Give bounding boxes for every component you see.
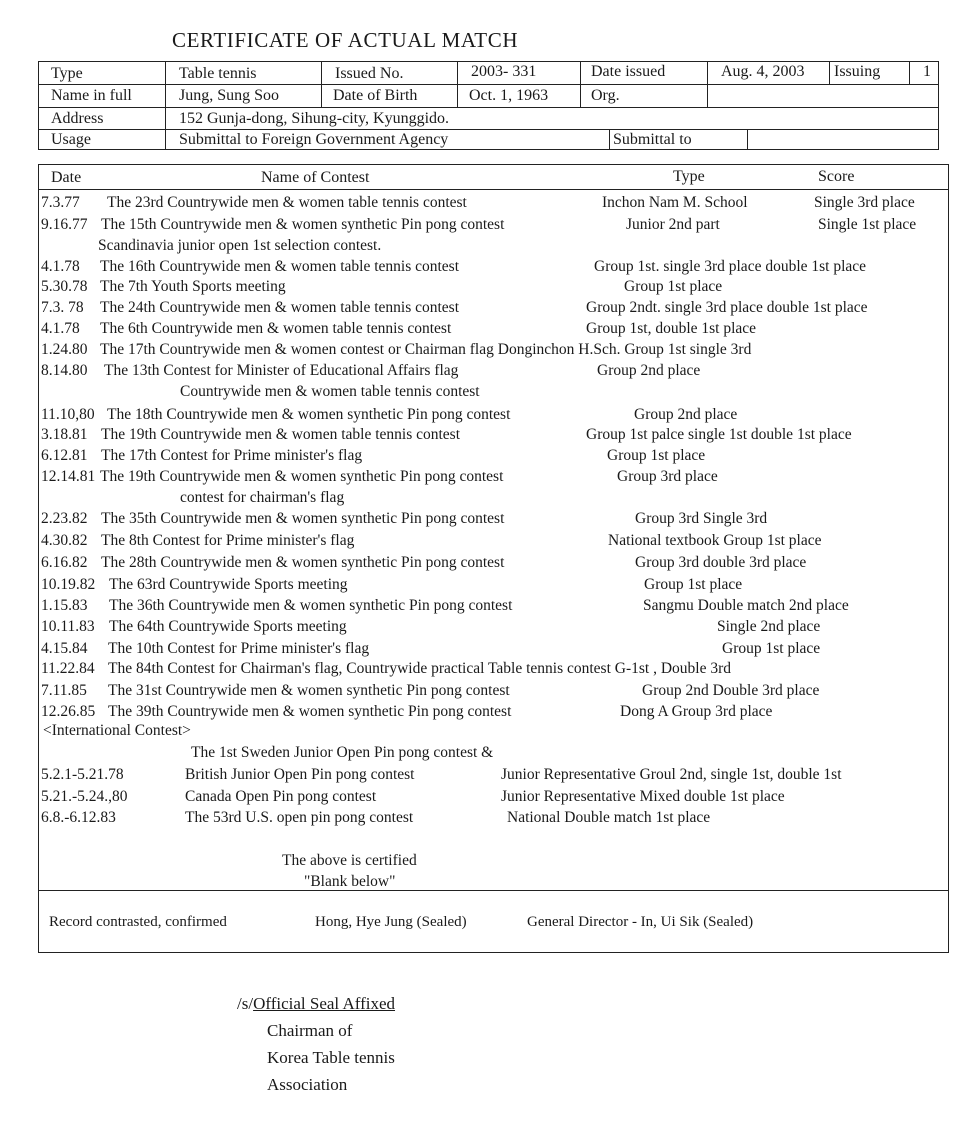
- row-date: 3.18.81: [41, 426, 88, 443]
- seal-prefix: /s/: [237, 994, 254, 1013]
- row-contest: The 7th Youth Sports meeting: [100, 278, 286, 295]
- row-contest: The 24th Countrywide men & women table tennis contest: [100, 299, 460, 316]
- row-date: 6.12.81: [41, 447, 88, 464]
- row-type: Group 1st place: [722, 640, 821, 657]
- signatory-hong: Hong, Hye Jung (Sealed): [315, 914, 467, 930]
- row-contest: The 23rd Countrywide men & women table tennis contest: [107, 194, 467, 211]
- dob-value: Oct. 1, 1963: [469, 87, 549, 104]
- row-contest: The 8th Contest for Prime minister's flag: [101, 532, 355, 549]
- intl-contest: Canada Open Pin pong contest: [185, 788, 377, 805]
- row-contest: The 18th Countrywide men & women synthetic Pin pong contest: [107, 406, 511, 423]
- row-type: Group 3rd place: [617, 468, 718, 485]
- issued-no-value: 2003- 331: [471, 63, 537, 80]
- row-type: Junior 2nd part: [626, 216, 720, 233]
- row-contest: The 36th Countrywide men & women synthetic Pin pong contest: [109, 597, 513, 614]
- intl-date: 5.21.-5.24.,80: [41, 788, 128, 805]
- name-value: Jung, Sung Soo: [179, 87, 280, 104]
- intl-contest: The 53rd U.S. open pin pong contest: [185, 809, 414, 826]
- type-label: Type: [51, 65, 83, 82]
- column-contest: Name of Contest: [261, 169, 370, 186]
- row-type: Inchon Nam M. School: [602, 194, 748, 211]
- row-contest: The 84th Contest for Chairman's flag, Countrywide practical Table tennis contest G-1st , Double 3rd: [108, 660, 732, 677]
- type-value: Table tennis: [179, 65, 257, 82]
- row-type: Group 2nd place: [597, 362, 701, 379]
- issuing-label: Issuing: [834, 63, 881, 80]
- row-type: Group 2nd Double 3rd place: [642, 682, 820, 699]
- submittal-to-label: Submittal to: [613, 131, 692, 148]
- header-table: [38, 61, 939, 150]
- issued-no-label: Issued No.: [335, 65, 404, 82]
- row-type: Group 2ndt. single 3rd place double 1st place: [586, 299, 868, 316]
- record-table: [38, 164, 949, 953]
- row-date: 4.30.82: [41, 532, 88, 549]
- row-score: Single 1st place: [818, 216, 917, 233]
- row-type: Group 1st, double 1st place: [586, 320, 757, 337]
- row-date: 7.11.85: [41, 682, 87, 699]
- row-date: 2.23.82: [41, 510, 88, 527]
- row-date: 11.22.84: [41, 660, 95, 677]
- row-contest: The 17th Countrywide men & women contest or Chairman flag Donginchon H.Sch. Group 1st single 3rd: [100, 341, 752, 358]
- column-type: Type: [673, 168, 705, 185]
- blank-below-text: "Blank below": [304, 873, 396, 890]
- column-score: Score: [818, 168, 855, 185]
- row-contest: The 6th Countrywide men & women table tennis contest: [100, 320, 452, 337]
- row-contest: The 19th Countrywide men & women synthetic Pin pong contest: [100, 468, 504, 485]
- certificate-title: CERTIFICATE OF ACTUAL MATCH: [172, 28, 519, 52]
- row-date: 9.16.77: [41, 216, 88, 233]
- row-type: Single 2nd place: [717, 618, 821, 635]
- row-type: Group 1st. single 3rd place double 1st place: [594, 258, 867, 275]
- row-type: Dong A Group 3rd place: [620, 703, 773, 720]
- address-label: Address: [51, 110, 104, 127]
- dob-label: Date of Birth: [333, 87, 418, 104]
- international-heading: <International Contest>: [43, 722, 191, 739]
- official-seal-affixed: Official Seal Affixed: [253, 994, 396, 1013]
- row-contest: Countrywide men & women table tennis contest: [180, 383, 480, 400]
- row-contest: The 64th Countrywide Sports meeting: [109, 618, 347, 635]
- signatory-director: General Director - In, Ui Sik (Sealed): [527, 914, 754, 930]
- row-date: 6.16.82: [41, 554, 88, 571]
- row-type: Group 1st place: [607, 447, 706, 464]
- intl-result: Junior Representative Mixed double 1st place: [501, 788, 785, 805]
- row-date: 11.10,80: [41, 406, 95, 423]
- row-date: 4.15.84: [41, 640, 88, 657]
- row-date: 4.1.78: [41, 320, 80, 337]
- row-date: 5.30.78: [41, 278, 88, 295]
- seal-chairman: Chairman of: [267, 1021, 353, 1040]
- intl-result: Junior Representative Groul 2nd, single 1st, double 1st: [501, 766, 842, 783]
- row-contest: The 31st Countrywide men & women synthetic Pin pong contest: [108, 682, 510, 699]
- intl-date: 5.2.1-5.21.78: [41, 766, 124, 783]
- row-date: 10.11.83: [41, 618, 95, 635]
- row-type: Sangmu Double match 2nd place: [643, 597, 849, 614]
- row-contest: The 19th Countrywide men & women table tennis contest: [101, 426, 461, 443]
- usage-value: Submittal to Foreign Government Agency: [179, 131, 449, 148]
- row-type: Group 1st palce single 1st double 1st place: [586, 426, 852, 443]
- date-issued-label: Date issued: [591, 63, 666, 80]
- row-date: 8.14.80: [41, 362, 88, 379]
- row-date: 1.15.83: [41, 597, 88, 614]
- intl-contest: The 1st Sweden Junior Open Pin pong contest &: [191, 744, 494, 761]
- column-date: Date: [51, 169, 82, 186]
- row-type: Group 3rd Single 3rd: [635, 510, 768, 527]
- row-contest: The 16th Countrywide men & women table tennis contest: [100, 258, 460, 275]
- seal-org-line2: Association: [267, 1075, 348, 1094]
- issuing-value: 1: [923, 63, 931, 80]
- row-type: Group 3rd double 3rd place: [635, 554, 807, 571]
- row-date: 12.14.81: [41, 468, 96, 485]
- row-type: Group 1st place: [644, 576, 743, 593]
- seal-org-line1: Korea Table tennis: [267, 1048, 395, 1067]
- row-contest: The 13th Contest for Minister of Educational Affairs flag: [104, 362, 459, 379]
- intl-result: National Double match 1st place: [507, 809, 711, 826]
- row-contest: The 39th Countrywide men & women synthetic Pin pong contest: [108, 703, 512, 720]
- row-contest: The 15th Countrywide men & women synthetic Pin pong contest: [101, 216, 505, 233]
- date-issued-value: Aug. 4, 2003: [721, 63, 805, 80]
- intl-date: 6.8.-6.12.83: [41, 809, 116, 826]
- row-date: 12.26.85: [41, 703, 96, 720]
- row-date: 10.19.82: [41, 576, 96, 593]
- row-contest: The 63rd Countrywide Sports meeting: [109, 576, 348, 593]
- address-value: 152 Gunja-dong, Sihung-city, Kyunggido.: [179, 110, 450, 127]
- intl-contest: British Junior Open Pin pong contest: [185, 766, 415, 783]
- row-date: 1.24.80: [41, 341, 88, 358]
- record-confirmed: Record contrasted, confirmed: [49, 914, 227, 930]
- row-type: National textbook Group 1st place: [608, 532, 822, 549]
- row-score: Single 3rd place: [814, 194, 915, 211]
- row-contest: Scandinavia junior open 1st selection contest.: [98, 237, 382, 254]
- certified-text: The above is certified: [282, 852, 417, 869]
- row-contest: contest for chairman's flag: [180, 489, 345, 506]
- row-date: 7.3.77: [41, 194, 80, 211]
- row-type: Group 2nd place: [634, 406, 738, 423]
- row-date: 7.3. 78: [41, 299, 84, 316]
- row-date: 4.1.78: [41, 258, 80, 275]
- row-contest: The 28th Countrywide men & women synthetic Pin pong contest: [101, 554, 505, 571]
- row-type: Group 1st place: [624, 278, 723, 295]
- row-contest: The 10th Contest for Prime minister's flag: [108, 640, 370, 657]
- row-contest: The 17th Contest for Prime minister's flag: [101, 447, 363, 464]
- seal-block: [237, 990, 395, 1098]
- org-label: Org.: [591, 87, 620, 104]
- row-contest: The 35th Countrywide men & women synthetic Pin pong contest: [101, 510, 505, 527]
- name-label: Name in full: [51, 87, 132, 104]
- usage-label: Usage: [51, 131, 91, 148]
